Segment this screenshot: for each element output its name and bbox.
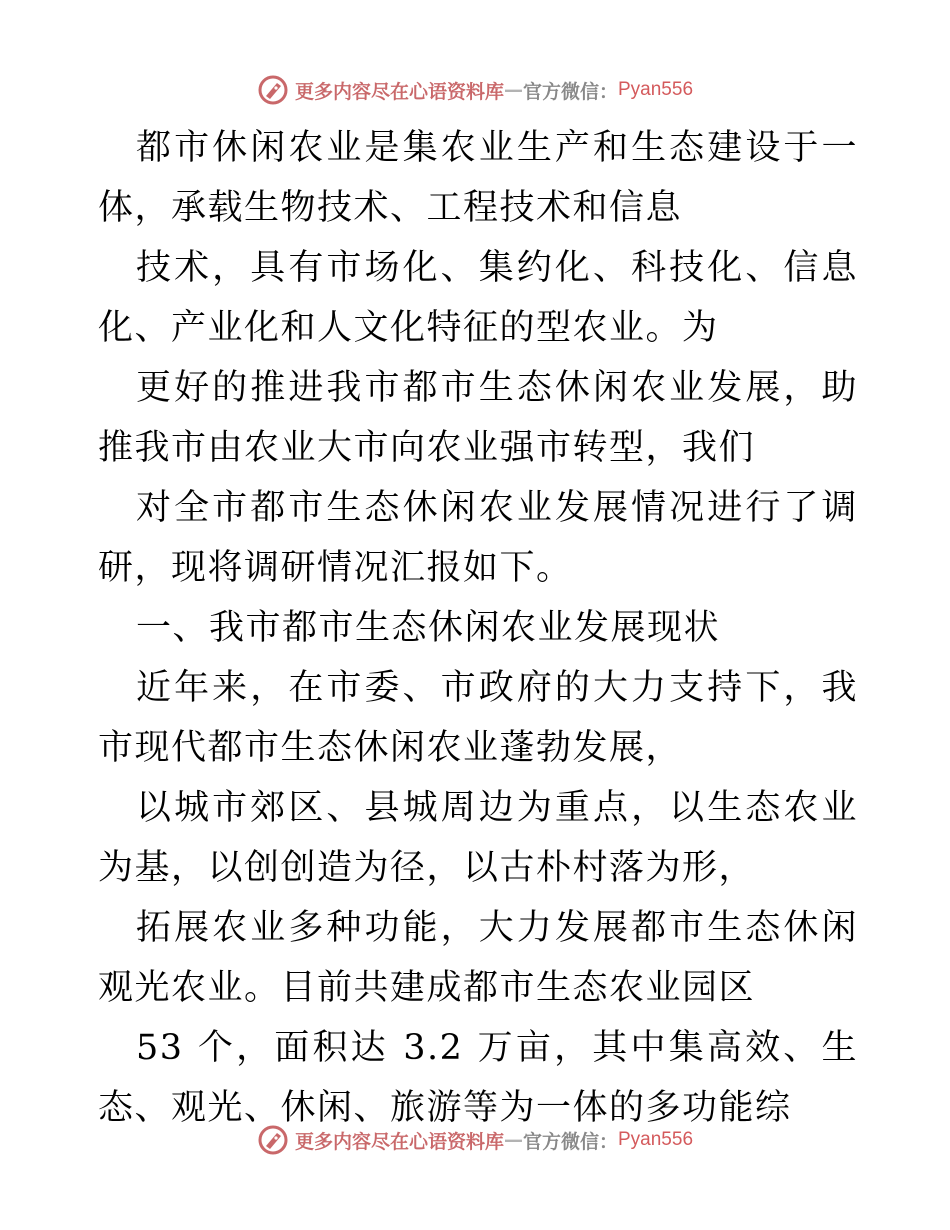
footer-banner [0, 1120, 950, 1160]
section-heading: 一、我市都市生态休闲农业发展现状 [136, 608, 721, 648]
paragraph: 53 个，面积达 3.2 万亩，其中集高效、生态、观光、休闲、旅游等为一体的多功能综 [98, 1028, 858, 1128]
banner-dash: — [503, 1129, 523, 1151]
pen-nib-circle-icon [257, 74, 289, 106]
header-banner [0, 70, 950, 110]
banner-text: 更多内容尽在心语资料库 [294, 80, 504, 103]
paragraph: 对全市都市生态休闲农业发展情况进行了调研，现将调研情况汇报如下。 [98, 488, 858, 588]
paragraph: 更好的推进我市都市生态休闲农业发展，助推我市由农业大市向农业强市转型，我们 [98, 368, 858, 468]
banner-official-label: 官方微信： [522, 1130, 618, 1153]
paragraph: 都市休闲农业是集农业生产和生态建设于一体，承载生物技术、工程技术和信息 [98, 128, 858, 228]
banner-official-label: 官方微信： [522, 80, 618, 103]
paragraph: 以城市郊区、县城周边为重点，以生态农业为基，以创创造为径，以古朴村落为形， [98, 788, 858, 888]
document-body [98, 118, 858, 1138]
banner-dash: — [503, 79, 523, 101]
paragraph: 拓展农业多种功能，大力发展都市生态休闲观光农业。目前共建成都市生态农业园区 [98, 908, 858, 1008]
paragraph: 技术，具有市场化、集约化、科技化、信息化、产业化和人文化特征的型农业。为 [98, 248, 858, 348]
banner-text: 更多内容尽在心语资料库 [294, 1130, 504, 1153]
paragraph: 近年来，在市委、市政府的大力支持下，我市现代都市生态休闲农业蓬勃发展， [98, 668, 858, 768]
banner-wechat-id: Pyan556 [618, 1129, 694, 1150]
banner-wechat-id: Pyan556 [618, 79, 694, 100]
pen-nib-circle-icon [257, 1124, 289, 1156]
